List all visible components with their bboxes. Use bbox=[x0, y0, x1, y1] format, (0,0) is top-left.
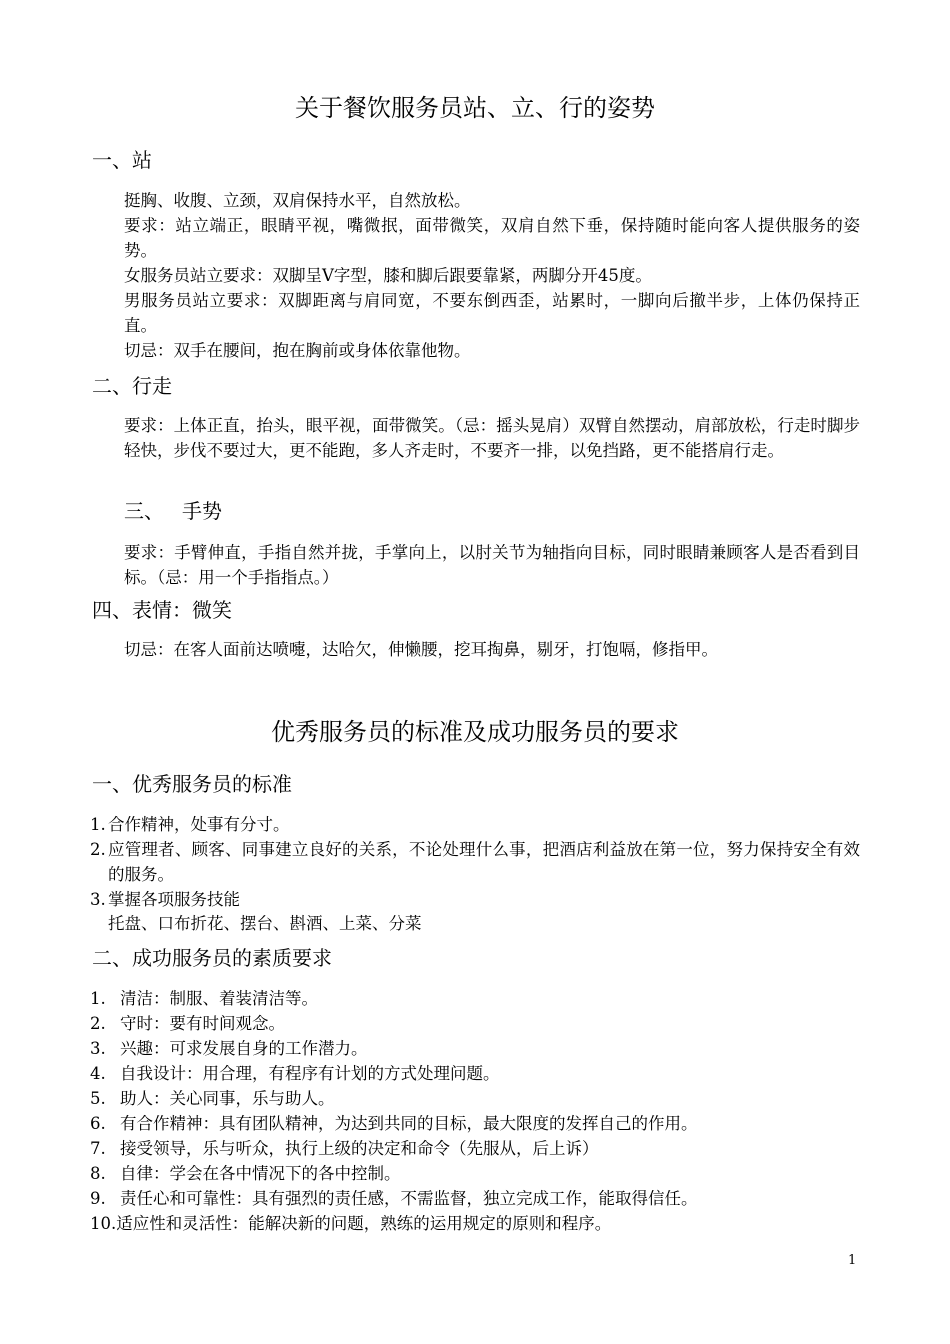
list-item bbox=[90, 1161, 860, 1186]
section1-heading-smile: 四、表情：微笑 bbox=[92, 598, 232, 622]
list-item-text: 自律：学会在各中情况下的各中控制。 bbox=[120, 1164, 401, 1183]
list-item bbox=[90, 812, 860, 837]
list-item bbox=[90, 1011, 860, 1036]
list-item bbox=[90, 1186, 860, 1211]
list-item bbox=[90, 986, 860, 1011]
section1-heading-gesture-number: 三、 bbox=[124, 499, 164, 523]
page-number: 1 bbox=[848, 1253, 857, 1268]
list-item bbox=[90, 1211, 860, 1236]
list-item-text: 适应性和灵活性：能解决新的问题，熟练的运用规定的原则和程序。 bbox=[116, 1214, 612, 1233]
gesture-paragraph: 要求：手臂伸直，手指自然并拢，手掌向上，以肘关节为轴指向目标，同时眼睛兼顾客人是否看到目标。（忌：用一个手指指点。） bbox=[124, 543, 860, 587]
section2-heading-qualities: 二、成功服务员的素质要求 bbox=[92, 946, 332, 970]
stand-paragraph-2: 要求：站立端正，眼睛平视，嘴微抿，面带微笑，双肩自然下垂，保持随时能向客人提供服务的姿势。 bbox=[124, 216, 860, 260]
stand-paragraph-5: 切忌：双手在腰间，抱在胸前或身体依靠他物。 bbox=[124, 341, 471, 360]
stand-paragraph-3: 女服务员站立要求：双脚呈V字型，膝和脚后跟要靠紧，两脚分开45度。 bbox=[124, 266, 652, 285]
list-item-number: 2. bbox=[90, 1014, 106, 1033]
list-item bbox=[90, 837, 860, 887]
list-item-text: 助人：关心同事，乐与助人。 bbox=[120, 1089, 335, 1108]
list-item-number: 1. bbox=[90, 989, 106, 1008]
list-item-number: 1. bbox=[90, 815, 106, 834]
list-item-text: 守时：要有时间观念。 bbox=[120, 1014, 285, 1033]
list-item bbox=[90, 1136, 860, 1161]
list-item-number: 10. bbox=[90, 1214, 117, 1233]
list-item-text: 有合作精神：具有团队精神，为达到共同的目标，最大限度的发挥自己的作用。 bbox=[120, 1114, 698, 1133]
stand-paragraph-4: 男服务员站立要求：双脚距离与肩同宽，不要东倒西歪，站累时，一脚向后撤半步，上体仍保持正直。 bbox=[124, 291, 860, 335]
section1-heading-gesture-text: 手势 bbox=[182, 499, 222, 523]
list-item-text: 合作精神，处事有分寸。 bbox=[108, 815, 290, 834]
smile-paragraph: 切忌：在客人面前达喷嚏，达哈欠，伸懒腰，挖耳掏鼻，剔牙，打饱嗝，修指甲。 bbox=[124, 640, 718, 659]
standards-list bbox=[90, 812, 860, 912]
list-item-number: 5. bbox=[90, 1089, 106, 1108]
list-item-number: 8. bbox=[90, 1164, 106, 1183]
list-item-number: 4. bbox=[90, 1064, 106, 1083]
list-item-text: 责任心和可靠性：具有强烈的责任感，不需监督，独立完成工作，能取得信任。 bbox=[120, 1189, 698, 1208]
section1-heading-stand: 一、站 bbox=[92, 148, 152, 172]
list-item-number: 9. bbox=[90, 1189, 106, 1208]
walk-paragraph: 要求：上体正直，抬头，眼平视，面带微笑。（忌：摇头晃肩）双臂自然摆动，肩部放松，行走时脚步轻快，步伐不要过大，更不能跑，多人齐走时，不要齐一排，以免挡路，更不能搭肩行走。 bbox=[124, 416, 860, 460]
section2-heading-standards: 一、优秀服务员的标准 bbox=[92, 772, 292, 796]
list-item-text: 接受领导，乐与听众，执行上级的决定和命令（先服从，后上诉） bbox=[120, 1139, 599, 1158]
skills-line: 托盘、口布折花、摆台、斟酒、上菜、分菜 bbox=[108, 914, 422, 933]
list-item-number: 3. bbox=[90, 1039, 106, 1058]
list-item-number: 7. bbox=[90, 1139, 106, 1158]
list-item-number: 3. bbox=[90, 890, 106, 909]
section1-title: 关于餐饮服务员站、立、行的姿势 bbox=[295, 94, 655, 122]
list-item-number: 2. bbox=[90, 840, 106, 859]
qualities-list bbox=[90, 986, 860, 1236]
list-item-text: 兴趣：可求发展自身的工作潜力。 bbox=[120, 1039, 368, 1058]
list-item-text: 清洁：制服、着装清洁等。 bbox=[120, 989, 318, 1008]
stand-paragraph-1: 挺胸、收腹、立颈，双肩保持水平，自然放松。 bbox=[124, 191, 471, 210]
list-item-number: 6. bbox=[90, 1114, 106, 1133]
list-item-text: 应管理者、顾客、同事建立良好的关系，不论处理什么事，把酒店利益放在第一位，努力保持安全有效的服务。 bbox=[108, 840, 860, 884]
list-item bbox=[90, 1036, 860, 1061]
section1-heading-walk: 二、行走 bbox=[92, 374, 172, 398]
list-item bbox=[90, 1061, 860, 1086]
list-item-text: 自我设计：用合理，有程序有计划的方式处理问题。 bbox=[120, 1064, 500, 1083]
list-item-text: 掌握各项服务技能 bbox=[108, 890, 240, 909]
list-item bbox=[90, 1111, 860, 1136]
section2-title: 优秀服务员的标准及成功服务员的要求 bbox=[271, 718, 679, 746]
list-item bbox=[90, 887, 860, 912]
list-item bbox=[90, 1086, 860, 1111]
